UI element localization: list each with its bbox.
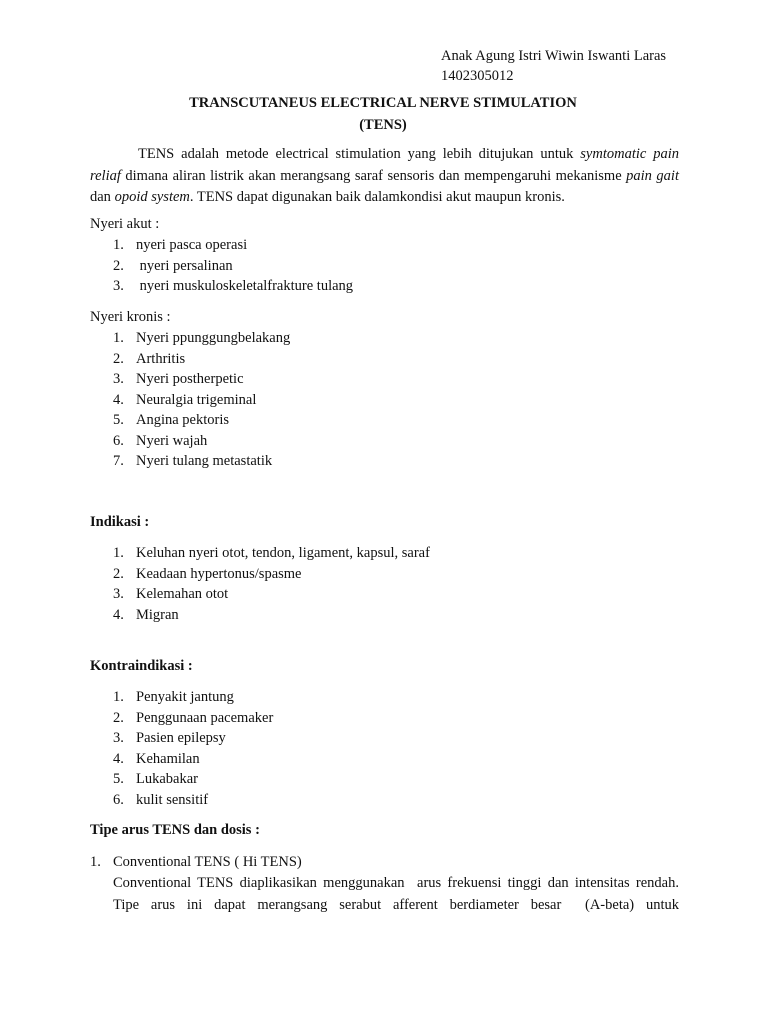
indikasi-list	[90, 543, 430, 625]
list-number: 7.	[113, 453, 124, 469]
author-name: Anak Agung Istri Wiwin Iswanti Laras	[441, 48, 667, 64]
indikasi-heading: Indikasi :	[90, 514, 150, 530]
list-number: 2.	[113, 350, 124, 367]
list-item	[90, 769, 273, 790]
list-item	[90, 410, 290, 431]
title-line-1: TRANSCUTANEUS ELECTRICAL NERVE STIMULATION	[189, 95, 577, 111]
list-number: 2.	[113, 709, 124, 726]
list-item	[90, 431, 290, 452]
list-item	[90, 369, 290, 390]
list-number: 1.	[113, 689, 124, 705]
list-number: 1.	[113, 237, 124, 253]
intro-italic-1: symtomatic pain reliaf	[90, 146, 679, 184]
list-number: 2.	[113, 565, 124, 582]
kontraindikasi-heading: Kontraindikasi :	[90, 658, 193, 674]
list-text: Penyakit jantung	[136, 689, 234, 705]
list-item	[90, 256, 353, 277]
list-number: 2.	[113, 257, 124, 274]
nyeri-akut-list	[90, 235, 353, 297]
list-text: Nyeri ppunggungbelakang	[136, 330, 291, 346]
list-text: nyeri persalinan	[136, 257, 233, 274]
kontraindikasi-list	[90, 687, 273, 810]
list-number: 4.	[113, 391, 124, 408]
list-text: Nyeri tulang metastatik	[136, 453, 273, 469]
list-item	[90, 790, 273, 811]
list-text: Nyeri postherpetic	[136, 371, 244, 387]
author-block	[441, 46, 666, 86]
nyeri-akut-label: Nyeri akut :	[90, 216, 160, 232]
list-number: 5.	[113, 412, 124, 428]
list-text: nyeri pasca operasi	[136, 237, 248, 253]
title-line-2: (TENS)	[359, 117, 407, 133]
list-item	[90, 543, 430, 564]
list-item	[90, 749, 273, 770]
list-text: Keadaan hypertonus/spasme	[136, 565, 302, 582]
list-text: Penggunaan pacemaker	[136, 709, 274, 726]
list-text: kulit sensitif	[136, 791, 209, 808]
intro-text-2: dimana aliran listrik akan merangsang saraf sensoris dan mempengaruhi mekanisme	[120, 167, 627, 184]
list-item	[90, 605, 430, 626]
intro-paragraph	[90, 144, 679, 209]
list-item	[90, 276, 353, 297]
list-number: 4.	[113, 606, 124, 623]
list-text: Keluhan nyeri otot, tendon, ligament, kapsul, saraf	[136, 545, 430, 561]
list-text: Kehamilan	[136, 750, 200, 767]
intro-italic-3: opoid system	[114, 189, 190, 205]
list-number: 1.	[113, 330, 124, 346]
author-id: 1402305012	[441, 68, 514, 84]
list-item	[90, 708, 273, 729]
nyeri-kronis-label: Nyeri kronis :	[90, 309, 171, 325]
tipe-heading: Tipe arus TENS dan dosis :	[90, 822, 260, 838]
list-number: 3.	[113, 371, 124, 387]
list-number: 3.	[113, 278, 124, 294]
intro-text-3: dan	[90, 189, 115, 205]
tipe-number: 1.	[90, 854, 101, 870]
list-text: Arthritis	[136, 350, 186, 367]
intro-text-4: . TENS dapat digunakan baik dalamkondisi akut maupun kronis.	[189, 189, 565, 205]
list-text: Pasien epilepsy	[136, 730, 226, 746]
list-item	[90, 349, 290, 370]
list-number: 6.	[113, 791, 124, 808]
list-number: 3.	[113, 730, 124, 746]
list-number: 5.	[113, 771, 124, 787]
nyeri-kronis-list	[90, 328, 290, 472]
intro-italic-2: pain gait	[626, 167, 679, 184]
list-text: Migran	[136, 606, 179, 623]
list-text: Kelemahan otot	[136, 586, 229, 602]
list-text: Lukabakar	[136, 771, 198, 787]
list-item	[90, 235, 353, 256]
list-item	[90, 564, 430, 585]
list-text: Nyeri wajah	[136, 432, 208, 449]
list-text: nyeri muskuloskeletalfrakture tulang	[136, 278, 354, 294]
list-item	[90, 451, 290, 472]
document-title	[90, 92, 676, 136]
tipe-description: Conventional TENS diaplikasikan menggunakan arus frekuensi tinggi dan intensitas rendah. Tipe arus ini dapat merangsang serabut afferent berdiameter besar (A-beta) untuk	[113, 875, 683, 913]
list-item	[90, 584, 430, 605]
list-number: 3.	[113, 586, 124, 602]
list-number: 4.	[113, 750, 124, 767]
list-item	[90, 328, 290, 349]
list-number: 6.	[113, 432, 124, 449]
list-number: 1.	[113, 545, 124, 561]
list-text: Neuralgia trigeminal	[136, 391, 257, 408]
list-text: Angina pektoris	[136, 412, 230, 428]
intro-text-1: TENS adalah metode electrical stimulation yang lebih ditujukan untuk	[138, 146, 581, 162]
list-item	[90, 390, 290, 411]
tipe-name: Conventional TENS ( Hi TENS)	[113, 854, 302, 870]
list-item	[90, 687, 273, 708]
list-item	[90, 728, 273, 749]
